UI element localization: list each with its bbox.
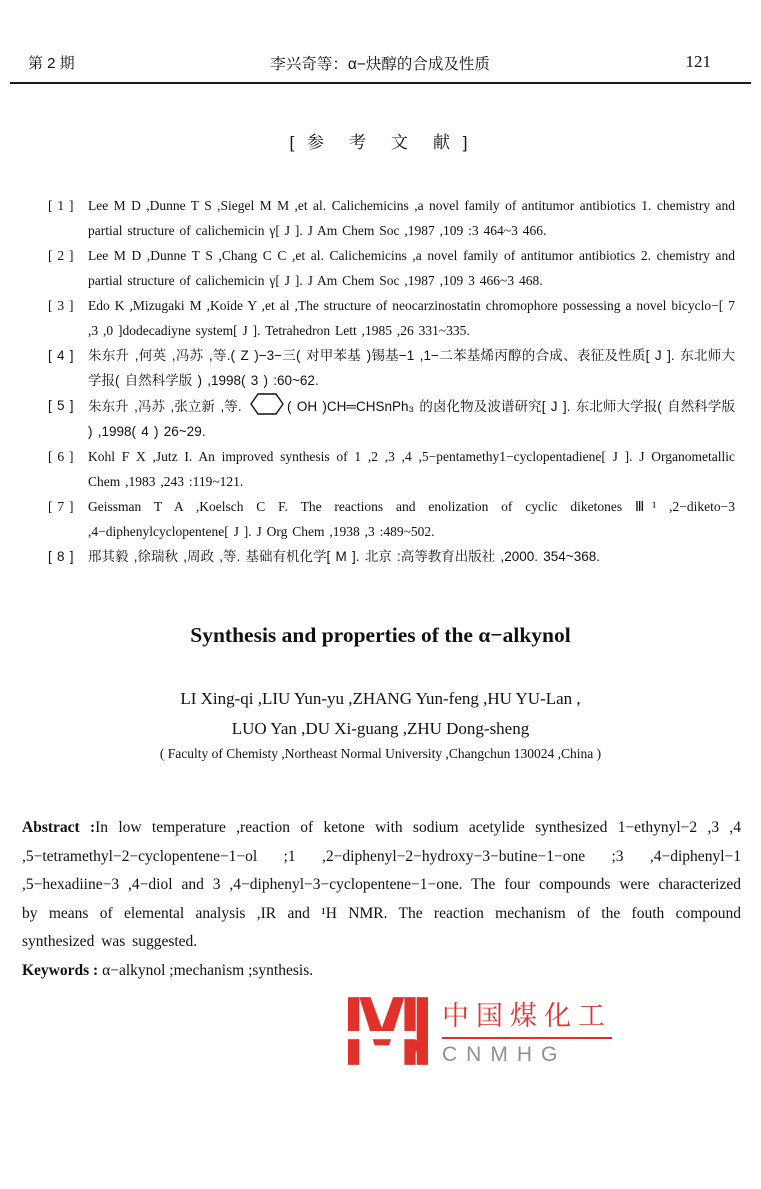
reference-marker: [ 4 ] [48,348,74,363]
cnmhg-logo [348,994,612,1067]
logo-text-block [442,994,612,1067]
logo-chinese-name: 中国煤化工 [442,994,612,1039]
references-heading: [ 参 考 文 献 ] [289,133,472,152]
reference-text: Geissman T A ,Koelsch C F. The reactions and enolization of cyclic diketones Ⅲ¹ ,2−diketo−3 ,4−diphenylcyclopentene[ J ]. J Org Chem ,1938 ,3 :489~502. [88,499,735,539]
reference-text: 邢其毅 ,徐瑞秋 ,周政 ,等. 基础有机化学[ M ]. 北京 :高等教育出版社 ,2000. 354~368. [88,549,600,564]
hexagon-ring-icon [250,393,284,415]
reference-text: Edo K ,Mizugaki M ,Koide Y ,et al ,The structure of neocarzinostatin chromophore possessing a novel bicyclo−[ 7 ,3 ,0 ]dodecadiyne system[ J ]. Tetrahedron Lett ,1985 ,26 331~335. [88,298,735,338]
reference-marker: [ 8 ] [48,549,74,564]
reference-item [48,293,735,343]
reference-text [88,393,735,444]
reference-text: Kohl F X ,Jutz I. An improved synthesis of 1 ,2 ,3 ,4 ,5−pentamethy1−cyclopentadiene[ J ]. J Organometallic Chem ,1983 ,243 :119~121. [88,449,735,489]
keywords-text: α−alkynol ;mechanism ;synthesis. [102,961,314,979]
reference-text: 朱东升 ,何英 ,冯苏 ,等.( Z )−3−三( 对甲苯基 )锡基−1 ,1−二苯基烯丙醇的合成、表征及性质[ J ]. 东北师大学报( 自然科学版 ) ,1998( 3 ) :60~62. [88,348,735,388]
running-header [10,52,751,84]
reference-item [48,444,735,494]
reference-item [48,393,735,444]
references-list [48,193,735,569]
reference-text-post: ( OH )CH═CHSnPh₃ 的卤化物及波谱研究[ J ]. 东北师大学报( 自然科学版 ) ,1998( 4 ) 26~29. [88,399,735,439]
reference-marker: [ 3 ] [48,298,74,313]
reference-marker: [ 7 ] [48,499,74,514]
reference-item [48,343,735,393]
reference-text-pre: 朱东升 ,冯苏 ,张立新 ,等. [88,399,247,414]
reference-text: Lee M D ,Dunne T S ,Siegel M M ,et al. Calichemicins ,a novel family of antitumor antibiotics 1. chemistry and partial structure of calichemicin γ[ J ]. J Am Chem Soc ,1987 ,109 :3 464~3 466. [88,198,735,238]
authors-line-1: LI Xing-qi ,LIU Yun-yu ,ZHANG Yun-feng ,HU YU-Lan , [180,689,581,708]
reference-item [48,544,735,569]
cnmhg-monogram-icon [348,997,428,1065]
running-title: 李兴奇等：α−炔醇的合成及性质 [270,56,490,73]
reference-item [48,243,735,293]
keywords-line [22,957,741,986]
reference-item [48,494,735,544]
abstract-label: Abstract : [22,819,96,836]
keywords-label: Keywords : [22,961,99,979]
reference-marker: [ 1 ] [48,198,74,213]
page-number: 121 [685,52,711,71]
article-title: Synthesis and properties of the α−alkynol [190,623,571,647]
abstract-text: In low temperature ,reaction of ketone with sodium acetylide synthesized 1−ethynyl−2 ,3 ,4 ,5−tetramethyl−2−cyclopentene−1−ol ;1 ,2−diphenyl−2−hydroxy−3−butine−1−one ;3 ,4−diphenyl−1 ,5−hexadiine−3 ,4−diol and 3 ,4−diphenyl−3−cyclopentene−1−one. The four compounds were characterized by means of elemental analysis ,IR and ¹H NMR. The reaction mechanism of the fouth compound synthesized was suggested. [22,819,741,950]
reference-text: Lee M D ,Dunne T S ,Chang C C ,et al. Calichemicins ,a novel family of antitumor antibiotics 2. chemistry and partial structure of calichemicin γ[ J ]. J Am Chem Soc ,1987 ,109 3 466~3 468. [88,248,735,288]
abstract-section [22,814,741,985]
reference-marker: [ 5 ] [48,398,74,413]
reference-marker: [ 2 ] [48,248,74,263]
issue-label: 第 2 期 [28,55,75,72]
authors-block [0,684,761,744]
authors-line-2: LUO Yan ,DU Xi-guang ,ZHU Dong-sheng [231,719,530,738]
reference-item [48,193,735,243]
reference-marker: [ 6 ] [48,449,74,464]
affiliation: ( Faculty of Chemisty ,Northeast Normal University ,Changchun 130024 ,China ) [159,746,602,761]
logo-english-name: CNMHG [442,1043,567,1066]
abstract-paragraph [22,814,741,957]
